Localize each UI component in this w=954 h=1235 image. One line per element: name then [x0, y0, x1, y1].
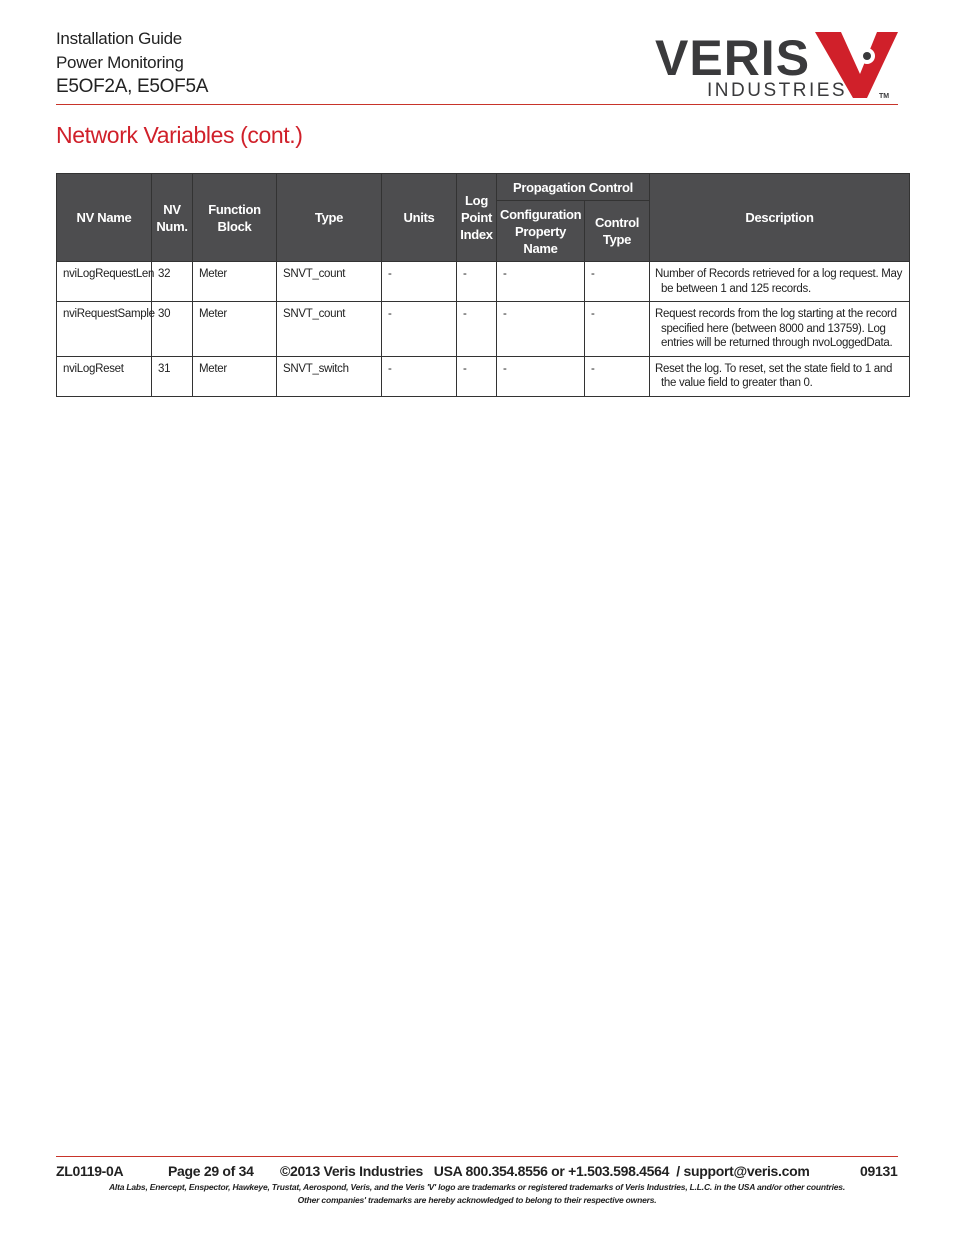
- header-nv-name: NV Name: [57, 174, 152, 262]
- network-variables-table: [56, 173, 910, 397]
- header-description: Description: [650, 174, 910, 262]
- header-product-line: Power Monitoring: [56, 53, 184, 72]
- cell-nv-num: 32: [152, 262, 193, 302]
- cell-nv-name: nviLogRequestLen: [57, 262, 152, 302]
- cell-nv-name: nviLogReset: [57, 356, 152, 396]
- cell-control-type: -: [585, 262, 650, 302]
- cell-nv-num: 31: [152, 356, 193, 396]
- description-text: Request records from the log starting at the record specified here (between 8000 and 13759). Log entries will be returned through nvoLoggedData.: [655, 308, 897, 349]
- table-row: [57, 302, 910, 357]
- document-header: [56, 27, 208, 99]
- cell-config-property: -: [497, 356, 585, 396]
- description-text: Number of Records retrieved for a log request. May be between 1 and 125 records.: [655, 268, 903, 295]
- footer-divider: [56, 1156, 898, 1157]
- logo-industries: INDUSTRIES: [707, 80, 848, 101]
- cell-function-block: Meter: [193, 262, 277, 302]
- cell-type: SNVT_count: [277, 302, 382, 357]
- header-units: Units: [382, 174, 457, 262]
- cell-units: -: [382, 302, 457, 357]
- description-text: Reset the log. To reset, set the state field to 1 and the value field to greater than 0.: [655, 362, 893, 389]
- footer-contact: ©2013 Veris Industries USA 800.354.8556 or +1.503.598.4564 / support@veris.com: [280, 1163, 810, 1179]
- cell-config-property: -: [497, 302, 585, 357]
- cell-nv-num: 30: [152, 302, 193, 357]
- logo-wordmark: VERIS: [655, 30, 811, 86]
- cell-config-property: -: [497, 262, 585, 302]
- cell-function-block: Meter: [193, 302, 277, 357]
- table-row: [57, 356, 910, 396]
- header-config-property-name: Configuration Property Name: [497, 201, 585, 262]
- cell-type: SNVT_switch: [277, 356, 382, 396]
- cell-units: -: [382, 262, 457, 302]
- header-propagation-control: Propagation Control: [497, 174, 650, 201]
- header-log-point-index: Log Point Index: [457, 174, 497, 262]
- table-row: [57, 262, 910, 302]
- cell-description: [650, 302, 910, 357]
- cell-log-point-index: -: [457, 262, 497, 302]
- header-nv-num: NV Num.: [152, 174, 193, 262]
- cell-units: -: [382, 356, 457, 396]
- cell-description: [650, 262, 910, 302]
- footer-page-number: Page 29 of 34: [168, 1163, 254, 1179]
- cell-type: SNVT_count: [277, 262, 382, 302]
- section-title: Network Variables (cont.): [56, 122, 303, 148]
- header-guide-title: Installation Guide: [56, 29, 182, 48]
- cell-log-point-index: -: [457, 302, 497, 357]
- veris-industries-logo: [655, 26, 900, 104]
- cell-nv-name: nviRequestSample: [57, 302, 152, 357]
- header-function-block: Function Block: [193, 174, 277, 262]
- header-divider: [56, 104, 898, 105]
- cell-control-type: -: [585, 356, 650, 396]
- footer-trademark-notice: Alta Labs, Enercept, Enspector, Hawkeye, Trustat, Aerospond, Veris, and the Veris 'V' logo are trademarks or registered trademarks of Veris Industries, L.L.C. in the USA and/or other countries.: [108, 1182, 845, 1192]
- header-type: Type: [277, 174, 382, 262]
- footer-code: 09131: [860, 1163, 898, 1179]
- footer-doc-id: ZL0119-0A: [56, 1163, 124, 1179]
- logo-trademark: TM: [879, 93, 890, 100]
- cell-function-block: Meter: [193, 356, 277, 396]
- footer-trademark-ack: Other companies' trademarks are hereby acknowledged to belong to their respective owners.: [297, 1195, 657, 1205]
- cell-description: [650, 356, 910, 396]
- cell-log-point-index: -: [457, 356, 497, 396]
- header-model-numbers: E5OF2A, E5OF5A: [56, 76, 209, 97]
- header-control-type: Control Type: [585, 201, 650, 262]
- cell-control-type: -: [585, 302, 650, 357]
